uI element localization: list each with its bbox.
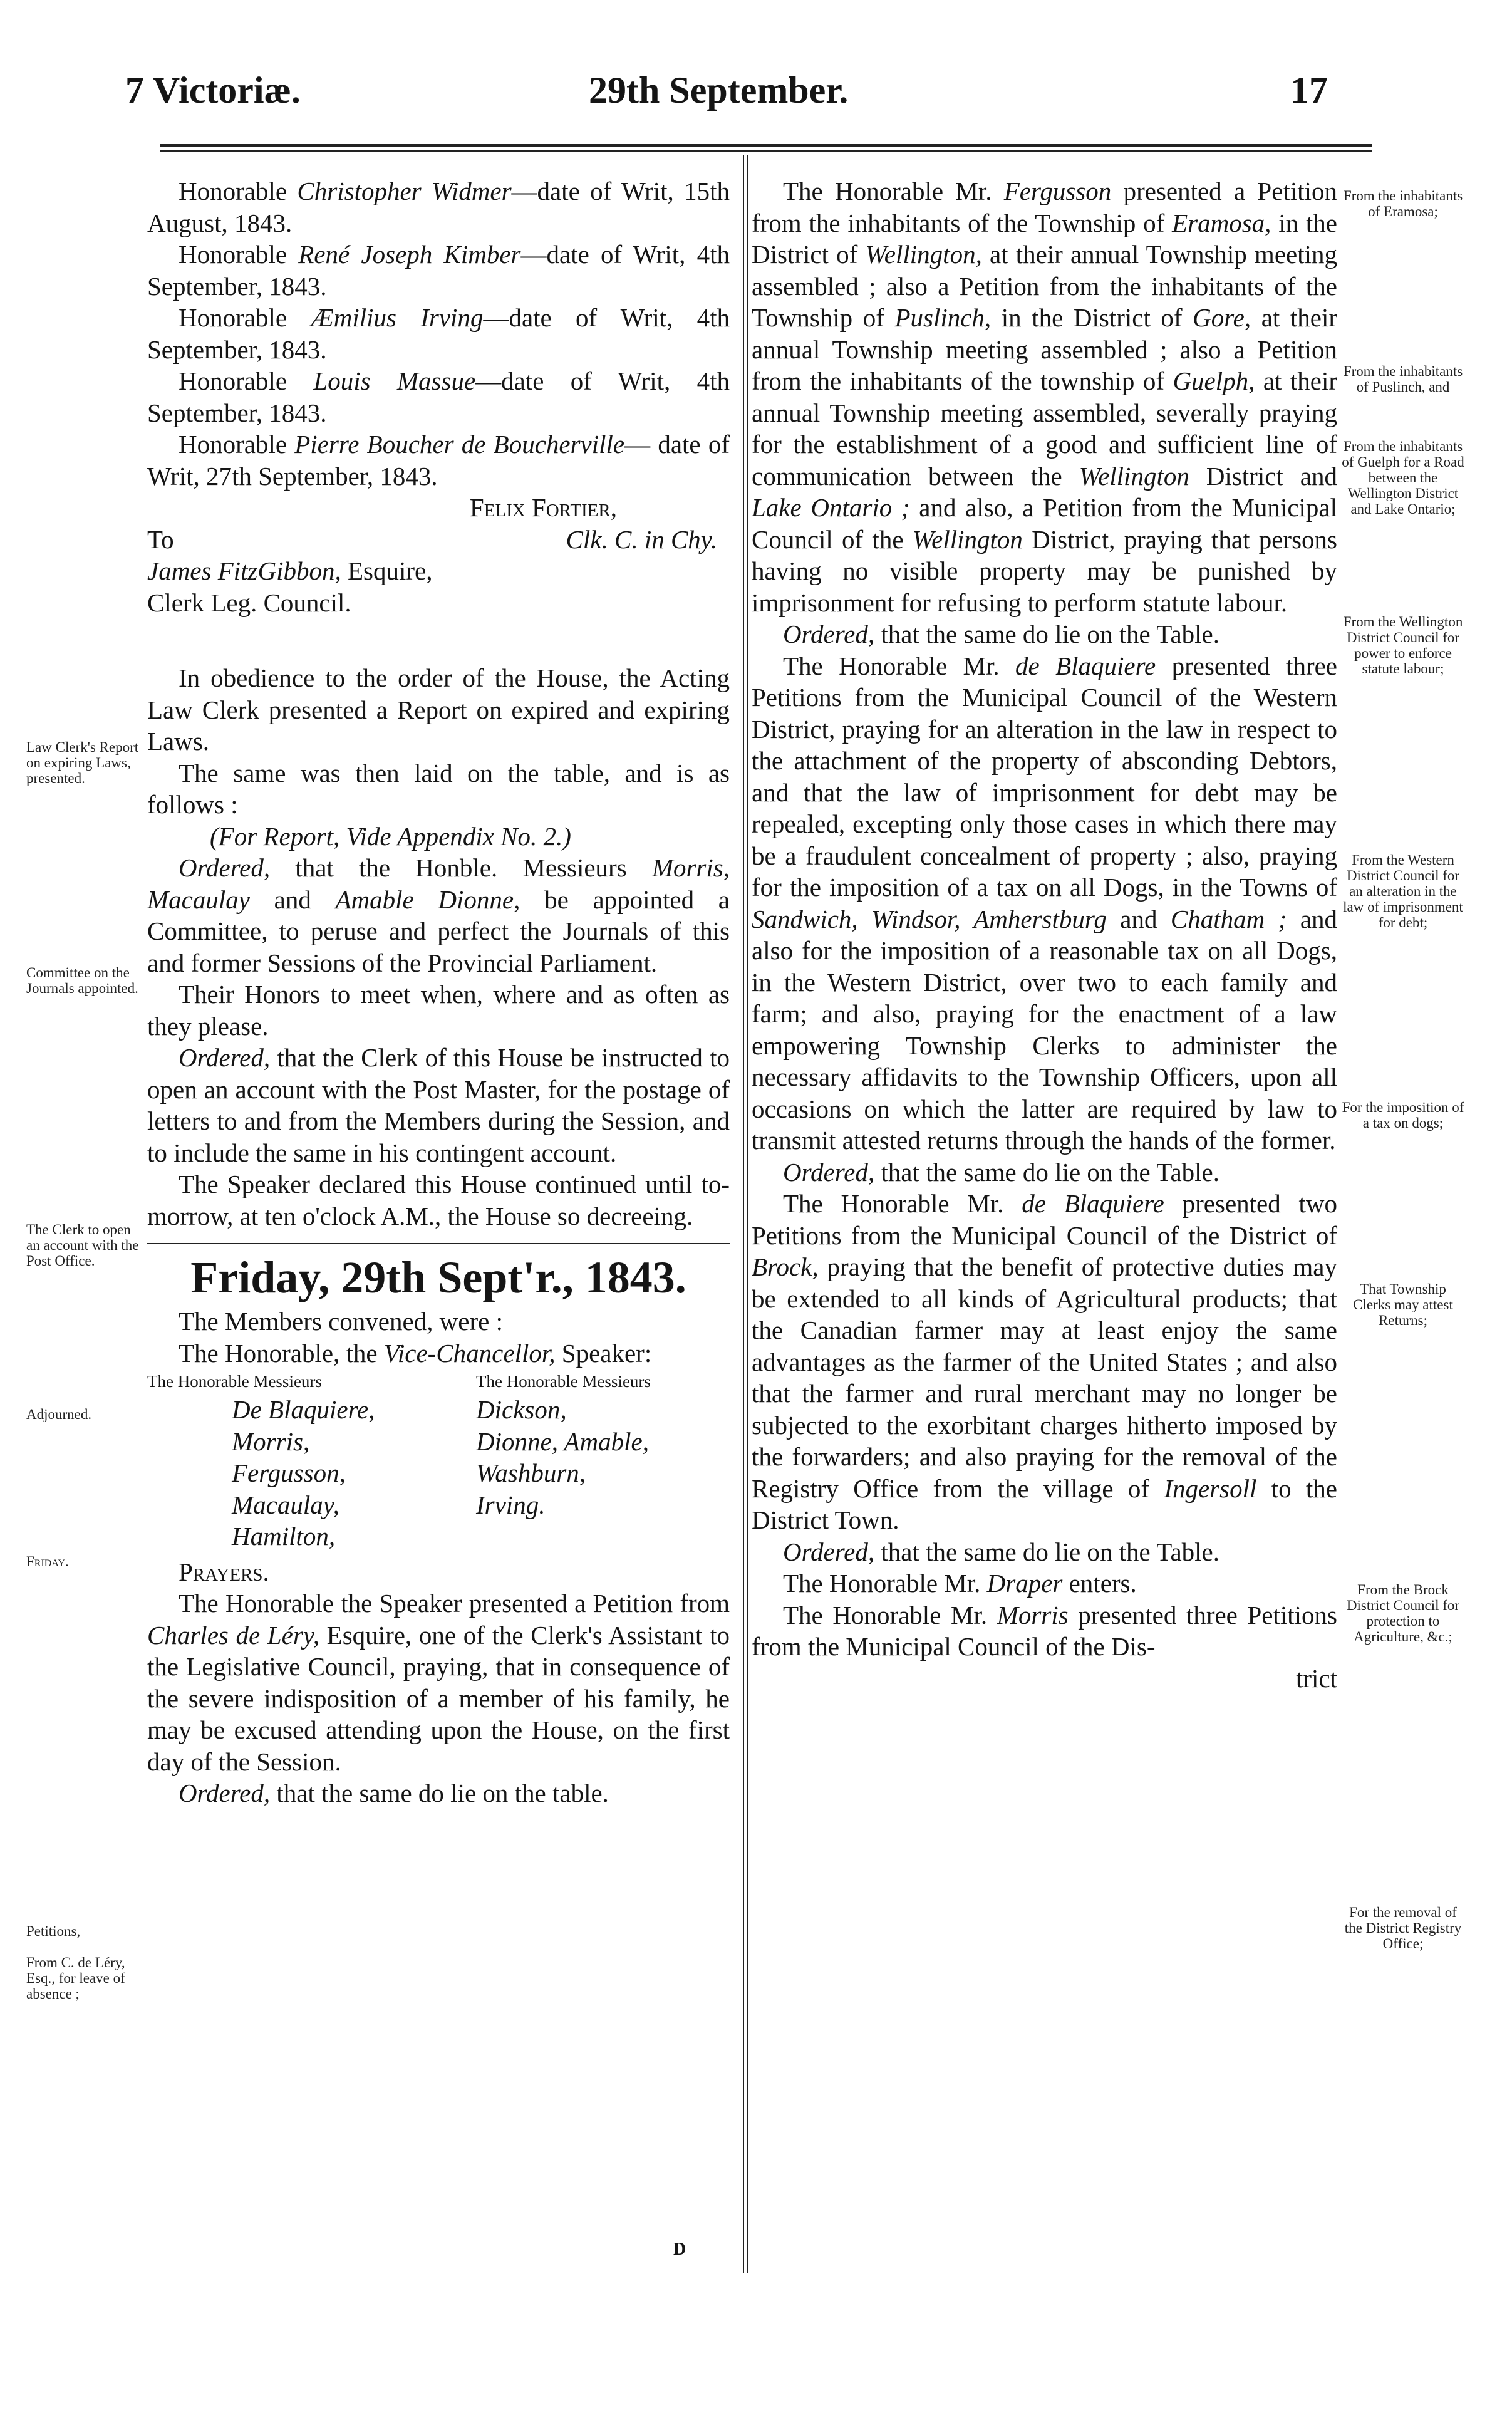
- margin-note-registry: For the removal of the District Registry Office;: [1344, 1905, 1462, 1952]
- margin-note-clerk-account: The Clerk to open an account with the Post Office.: [26, 1222, 139, 1269]
- margin-note-friday: Friday.: [26, 1554, 69, 1569]
- committee-paragraph: Ordered, that the Honble. Messieurs Morris, Macaulay and Amable Dionne, be appointed a Committee, to peruse and perfect the Journals of this and former Sessions of the Provincial Parliament.: [147, 853, 730, 977]
- addressee-title: Clerk Leg. Council.: [147, 588, 351, 617]
- draper-enters: The Honorable Mr. Draper enters.: [783, 1569, 1137, 1598]
- signature-line: [147, 524, 730, 556]
- margin-note-law-clerk: Law Clerk's Report on expiring Laws, presented.: [26, 739, 139, 786]
- member: Irving.: [476, 1490, 546, 1519]
- speaker-line: The Honorable, the Vice-Chancellor, Speaker:: [179, 1338, 652, 1368]
- header-rule-bottom: [160, 150, 1372, 152]
- messieurs-right: The Honorable Messieurs: [476, 1372, 651, 1391]
- running-head-left: 7 Victoriæ.: [125, 70, 301, 111]
- margin-note-western-district: From the Western District Council for an alteration in the law of imprisonment for debt;: [1343, 852, 1463, 930]
- running-head-center: 29th September.: [589, 70, 849, 111]
- margin-note-lery: From C. de Léry, Esq., for leave of absence ;: [26, 1955, 125, 2002]
- blaquiere-brock-paragraph: The Honorable Mr. de Blaquiere presented two Petitions from the Municipal Council of the District of Brock, praying that the benefit of protective duties may be extended to all kinds of Agricultural products; that the Canadian farmer may at least enjoy the same advantages as the farmer of the United States ; and also that the farmer and rural merchant may no longer be subjected to the exorbitant charges hitherto imposed by the forwarders; and also praying for the removal of the Registry Office from the village of Ingersoll to the District Town.: [752, 1189, 1338, 1534]
- margin-note-brock: From the Brock District Council for protection to Agriculture, &c.;: [1346, 1582, 1460, 1645]
- margin-note-guelph: From the inhabitants of Guelph for a Road between the Wellington District and Lake Ontario;: [1342, 439, 1464, 517]
- writ-widmer: Honorable Christopher Widmer—date of Writ, 15th August, 1843.: [147, 177, 730, 237]
- member: Dionne, Amable,: [476, 1427, 649, 1456]
- margin-note-eramosa: From the inhabitants of Eramosa;: [1343, 188, 1463, 219]
- members-convened: The Members convened, were :: [179, 1307, 503, 1336]
- members-right-list: [438, 1394, 730, 1552]
- margin-note-township-clerks: That Township Clerks may attest Returns;: [1353, 1281, 1453, 1328]
- margin-note-dogs: For the imposition of a tax on dogs;: [1342, 1099, 1464, 1131]
- addressee: James FitzGibbon, Esquire,: [147, 556, 433, 585]
- margin-note-statute-labour: From the Wellington District Council for power to enforce statute labour;: [1343, 614, 1463, 677]
- writ-kimber: Honorable René Joseph Kimber—date of Writ, 4th September, 1843.: [147, 240, 730, 301]
- section-rule: [147, 1234, 730, 1244]
- margin-note-committee: Committee on the Journals appointed.: [26, 965, 138, 996]
- catchword: trict: [1295, 1663, 1337, 1693]
- member: Dickson,: [476, 1395, 567, 1424]
- clerk-account-paragraph: Ordered, that the Clerk of this House be instructed to open an account with the Post Master, for the postage of letters to and from the Members during the Session, and to include the same in his contingent account.: [147, 1043, 730, 1167]
- to-label: To: [147, 524, 174, 554]
- member: Fergusson,: [232, 1458, 346, 1487]
- member: Hamilton,: [232, 1522, 336, 1551]
- left-column: [147, 175, 730, 1809]
- member: De Blaquiere,: [232, 1395, 375, 1424]
- law-report-paragraph: In obedience to the order of the House, the Acting Law Clerk presented a Report on expired and expiring Laws.: [147, 663, 730, 756]
- margin-note-adjourned: Adjourned.: [26, 1406, 92, 1422]
- prayers: Prayers.: [179, 1557, 269, 1586]
- member: Morris,: [232, 1427, 310, 1456]
- fergusson-paragraph: The Honorable Mr. Fergusson presented a Petition from the inhabitants of the Township of Eramosa, in the District of Wellington, at their annual Township meeting assembled ; also a Petition from the inhabitants of the Township of Puslinch, in the District of Gore, at their annual Township meeting assembled ; also a Petition from the inhabitants of the township of Guelph, at their annual Township meeting assembled, severally praying for the establishment of a good and sufficient line of communication between the Wellington District and Lake Ontario ; and also, a Petition from the Municipal Council of the Wellington District, praying that persons having no visible property may be punished by imprisonment for refusing to perform statute labour.: [752, 177, 1337, 617]
- writ-massue: Honorable Louis Massue—date of Writ, 4th September, 1843.: [147, 366, 730, 427]
- signer-name: Felix Fortier,: [469, 493, 617, 522]
- header-rule-top: [160, 144, 1372, 147]
- members-left-list: [147, 1394, 438, 1552]
- member: Washburn,: [476, 1458, 586, 1487]
- ordered-paragraph-2: Ordered, that the same do lie on the Table.: [783, 1157, 1219, 1187]
- member: Macaulay,: [232, 1490, 339, 1519]
- messieurs-left: The Honorable Messieurs: [147, 1372, 322, 1391]
- page-number: 17: [1290, 70, 1328, 111]
- morris-paragraph: The Honorable Mr. Morris presented three Petitions from the Municipal Council of the Dis-: [752, 1600, 1337, 1661]
- right-column: [752, 175, 1337, 1694]
- writ-boucherville: Honorable Pierre Boucher de Boucherville— date of Writ, 27th September, 1843.: [147, 430, 730, 491]
- honors-paragraph: Their Honors to meet when, where and as often as they please.: [147, 980, 730, 1041]
- ordered-lie-paragraph: Ordered, that the same do lie on the table.: [179, 1779, 609, 1807]
- messieurs-headings: [147, 1369, 730, 1394]
- ordered-paragraph-1: Ordered, that the same do lie on the Table.: [783, 620, 1219, 648]
- members-list: [147, 1394, 730, 1552]
- margin-note-petitions: Petitions,: [26, 1923, 81, 1939]
- adjourned-paragraph: The Speaker declared this House continued until to-morrow, at ten o'clock A.M., the House so decreeing.: [147, 1170, 730, 1230]
- blaquiere-western-paragraph: The Honorable Mr. de Blaquiere presented three Petitions from the Municipal Council of the Western District, praying for an alteration in the law in respect to the attachment of the property of absconding Debtors, and that the law of imprisonment for debt may be repealed, excepting only those cases in which there may be a fraudulent concealment of property ; also, praying for the imposition of a tax on all Dogs, in the Towns of Sandwich, Windsor, Amherstburg and Chatham ; and also for the imposition of a reasonable tax on all Dogs, in the Western District, over two to each family and farm; and also, praying for the enactment of a law empowering Township Clerks to administer the necessary affidavits to the Township Officers, upon all occasions on which the latter are required by law to transmit attested returns through the hands of the former.: [752, 651, 1338, 1155]
- signer-title: Clk. C. in Chy.: [566, 524, 717, 554]
- vide-appendix: (For Report, Vide Appendix No. 2.): [210, 821, 571, 851]
- margin-note-puslinch: From the inhabitants of Puslinch, and: [1343, 363, 1463, 395]
- ordered-paragraph-3: Ordered, that the same do lie on the Table.: [783, 1537, 1219, 1566]
- tabled-paragraph: The same was then laid on the table, and is as follows :: [147, 758, 730, 819]
- friday-heading: Friday, 29th Sept'r., 1843.: [190, 1252, 686, 1302]
- lery-petition-paragraph: The Honorable the Speaker presented a Petition from Charles de Léry, Esquire, one of the Clerk's Assistant to the Legislative Council, praying, that in consequence of the severe indisposition of a member of his family, he may be excused attending upon the House, on the first day of the Session.: [147, 1589, 730, 1776]
- signature-mark: D: [673, 2240, 686, 2259]
- column-divider-2: [747, 155, 748, 2273]
- column-divider: [743, 155, 744, 2273]
- writ-irving: Honorable Æmilius Irving—date of Writ, 4th September, 1843.: [147, 303, 730, 364]
